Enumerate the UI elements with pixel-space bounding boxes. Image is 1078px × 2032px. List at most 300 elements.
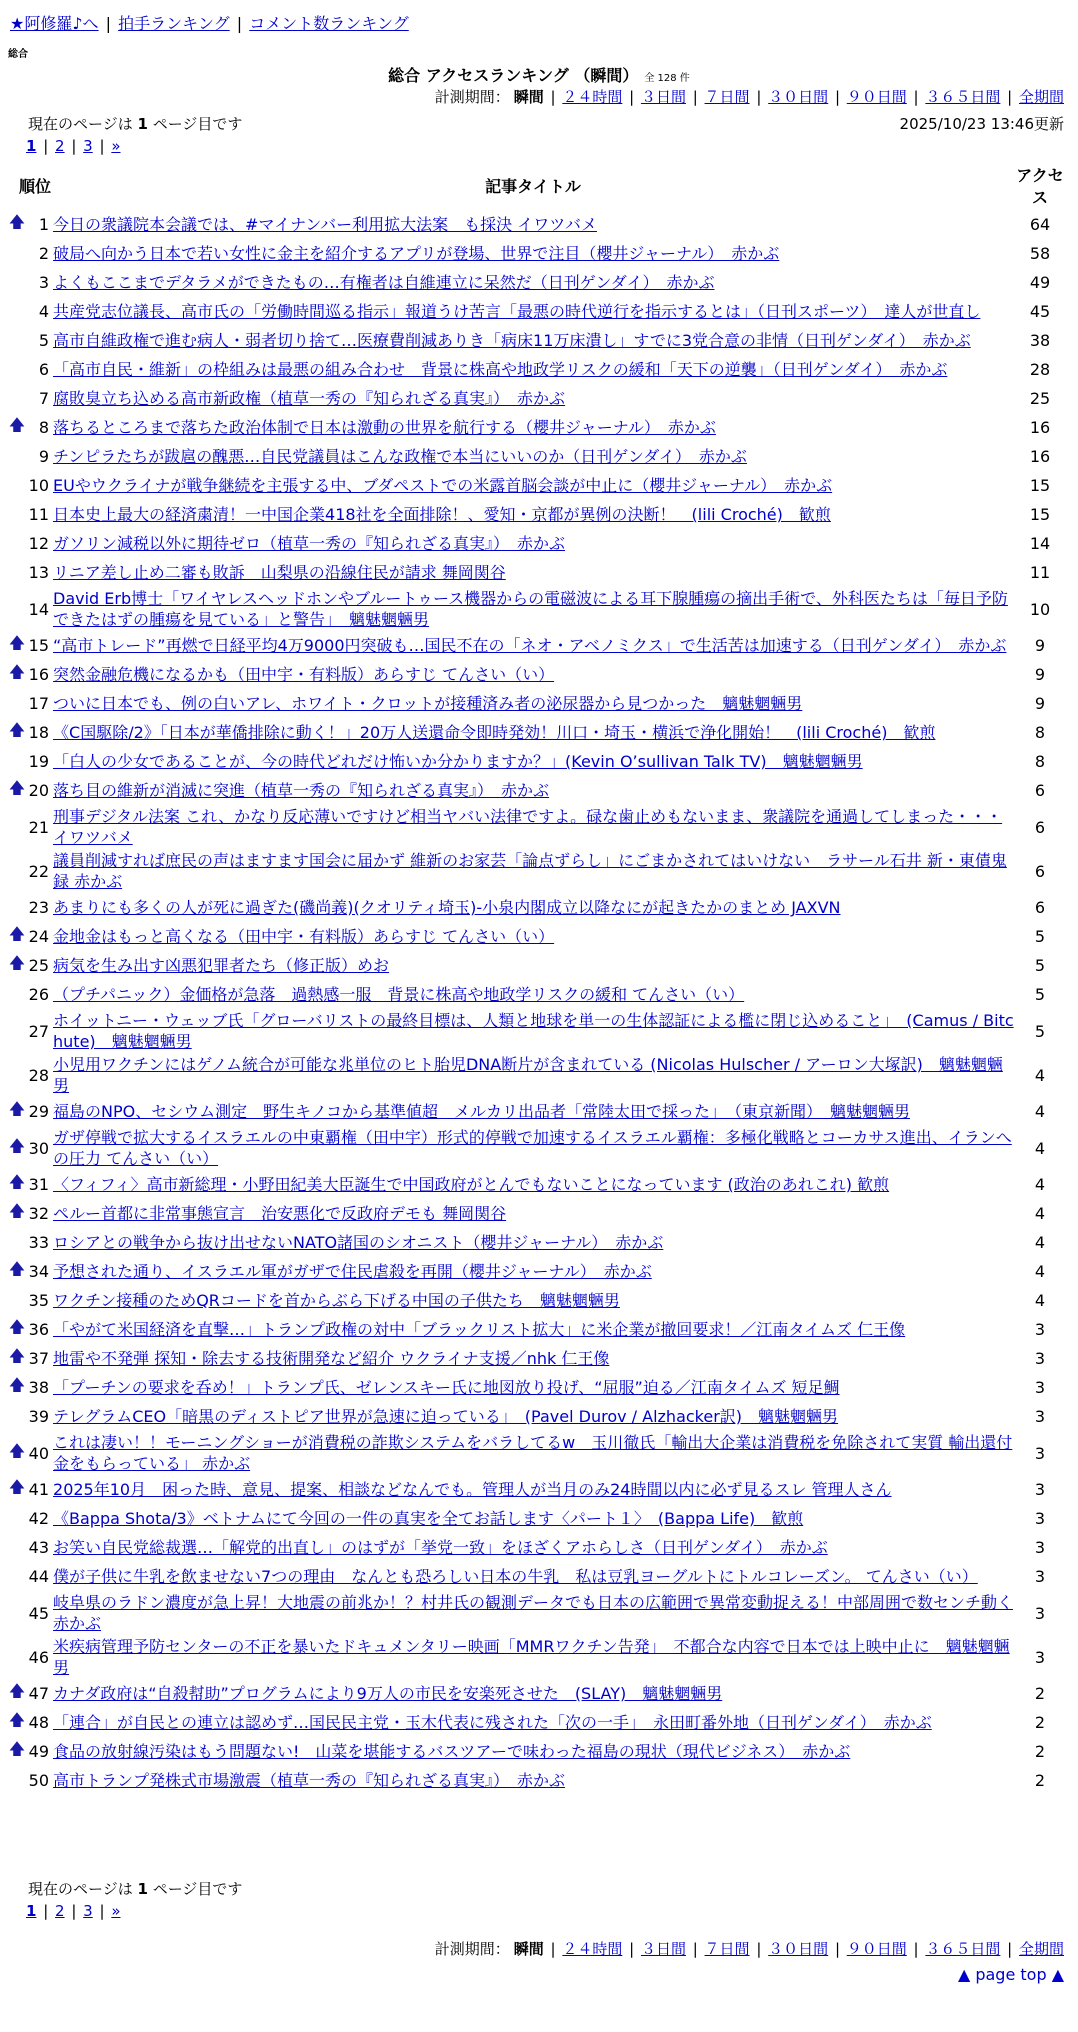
title-cell [52, 849, 1014, 893]
up-arrow-icon: 🡅 [8, 1710, 26, 1729]
access-count: 4 [1034, 1102, 1046, 1121]
access-count: 16 [1029, 447, 1051, 466]
trend-cell [8, 1504, 26, 1533]
table-row [8, 1708, 1066, 1737]
article-title-link[interactable]: 落ちるところまで落ちた政治体制で日本は激動の世界を航行する（櫻井ジャーナル） 赤かぶ [53, 418, 716, 437]
home-link[interactable]: ★阿修羅♪へ [10, 14, 99, 33]
article-title-link[interactable]: お笑い自民党総裁選…「解党的出直し」のはずが「挙党一致」をほざくアホらしさ（日刊ゲンダイ） 赤かぶ [53, 1538, 828, 1557]
title-cell [52, 558, 1014, 587]
table-row [8, 951, 1066, 980]
separator: | [751, 88, 767, 106]
table-row [8, 922, 1066, 951]
up-arrow-icon: 🡅 [8, 924, 26, 943]
up-arrow-icon: 🡅 [8, 662, 26, 681]
period-link[interactable]: ７日間 [704, 88, 750, 106]
rank-number: 44 [28, 1567, 50, 1586]
table-row [8, 1053, 1066, 1097]
article-title-link[interactable]: 「プーチンの要求を呑め！」トランプ氏、ゼレンスキー氏に地図放り投げ、“屈服”迫る／江南タイムズ 短足鯛 [53, 1378, 840, 1397]
trend-cell [8, 1737, 26, 1766]
trend-cell [8, 849, 26, 893]
title-cell [52, 1533, 1014, 1562]
rank-number: 41 [28, 1480, 50, 1499]
table-row [8, 587, 1066, 631]
title-cell [52, 1228, 1014, 1257]
rank-number: 25 [28, 956, 50, 975]
title-cell [52, 980, 1014, 1009]
period-link[interactable]: ３０日間 [768, 88, 829, 106]
rank-number: 40 [28, 1443, 50, 1463]
table-row [8, 1737, 1066, 1766]
article-title-link[interactable]: 予想された通り、イスラエル軍がガザで住民虐殺を再開（櫻井ジャーナル） 赤かぶ [53, 1262, 652, 1281]
pager-page-link[interactable]: 3 [83, 137, 93, 155]
trend-cell [8, 922, 26, 951]
table-row [8, 1679, 1066, 1708]
access-count: 14 [1029, 534, 1051, 553]
title-cell [52, 1737, 1014, 1766]
period-link[interactable]: ９０日間 [846, 88, 907, 106]
title-cell [52, 1344, 1014, 1373]
article-title-link[interactable]: 《C国駆除/2》「日本が華僑排除に動く！」20万人送還命令即時発効！川口・埼玉・横浜で浄化開始！ (lili Croché) 歓煎 [53, 723, 936, 742]
article-title-link[interactable]: テレグラムCEO「暗黒のディストピア世界が急速に迫っている」 (Pavel Durov / Alzhacker訳) 魑魅魍魎男 [53, 1407, 839, 1426]
title-cell [52, 776, 1014, 805]
table-row [8, 1591, 1066, 1635]
trend-cell [8, 1431, 26, 1475]
article-title-link[interactable]: 「連合」が自民との連立は認めず…国民民主党・玉木代表に残された「次の一手」 永田町番外地（日刊ゲンダイ） 赤かぶ [53, 1713, 932, 1732]
separator: | [830, 1940, 845, 1958]
trend-cell [8, 268, 26, 297]
trend-cell [8, 1126, 26, 1170]
rank-number: 1 [38, 215, 50, 234]
rank-number: 46 [28, 1647, 50, 1667]
article-title-link[interactable]: （プチパニック）金価格が急落 過熱感一服 背景に株高や地政学リスクの緩和 てんさい（い） [53, 985, 745, 1004]
period-link[interactable]: ２４時間 [562, 1940, 623, 1958]
access-count: 2 [1034, 1742, 1046, 1761]
rank-number: 10 [28, 476, 50, 495]
rank-number: 19 [28, 752, 50, 771]
title-cell [52, 1431, 1014, 1475]
pager-next-link[interactable]: » [111, 1902, 121, 1920]
access-count: 3 [1034, 1407, 1046, 1426]
pager-top [26, 137, 121, 155]
article-title-link[interactable]: 病気を生み出す凶悪犯罪者たち（修正版）めお [53, 956, 390, 975]
pager-page-link[interactable]: 2 [55, 1902, 65, 1920]
article-title-link[interactable]: 共産党志位議長、高市氏の「労働時間巡る指示」報道うけ苦言「最悪の時代逆行を指示するとは」（日刊スポーツ） 達人が世直し [53, 302, 981, 321]
access-count: 4 [1034, 1291, 1046, 1310]
total-count: 全 128 件 [644, 73, 690, 84]
title-cell [52, 1504, 1014, 1533]
title-cell [52, 1766, 1014, 1795]
title-cell [52, 951, 1014, 980]
access-count: 6 [1034, 781, 1046, 800]
access-count: 5 [1034, 985, 1046, 1004]
trend-cell [8, 1591, 26, 1635]
title-cell [52, 1679, 1014, 1708]
table-row [8, 1402, 1066, 1431]
up-arrow-icon: 🡅 [8, 1681, 26, 1700]
up-arrow-icon: 🡅 [8, 720, 26, 739]
access-count: 4 [1034, 1065, 1046, 1085]
period-link[interactable]: ３６５日間 [925, 88, 1001, 106]
period-link[interactable]: ９０日間 [846, 1940, 907, 1958]
title-cell [52, 529, 1014, 558]
article-title-link[interactable]: 「白人の少女であることが、今の時代どれだけ怖いか分かりますか？」(Kevin O’sullivan Talk TV) 魑魅魍魎男 [53, 752, 863, 771]
access-count: 3 [1034, 1567, 1046, 1586]
rank-number: 24 [28, 927, 50, 946]
table-row [8, 1126, 1066, 1170]
rank-number: 12 [28, 534, 50, 553]
access-count: 49 [1029, 273, 1051, 292]
trend-cell [8, 1344, 26, 1373]
access-count: 9 [1034, 694, 1046, 713]
access-count: 3 [1034, 1603, 1046, 1623]
trend-cell [8, 1475, 26, 1504]
article-title-link[interactable]: 僕が子供に牛乳を飲ませない7つの理由 なんとも恐ろしい日本の牛乳 私は豆乳ヨーグルトにトルコレーズン。 てんさい（い） [53, 1567, 978, 1586]
rank-number: 34 [28, 1262, 50, 1281]
rank-number: 28 [28, 1065, 50, 1085]
updated-timestamp: 2025/10/23 13:46更新 [899, 115, 1064, 133]
trend-cell [8, 210, 26, 239]
table-row [8, 384, 1066, 413]
page-info-number: 1 [137, 115, 148, 133]
trend-cell [8, 1562, 26, 1591]
up-arrow-icon: 🡅 [8, 1099, 26, 1118]
table-row [8, 1315, 1066, 1344]
article-title-link[interactable]: 「やがて米国経済を直撃…」トランプ政権の対中「ブラックリスト拡大」に米企業が撤回要求！／江南タイムズ 仁王像 [53, 1320, 906, 1339]
title-cell [52, 1009, 1014, 1053]
trend-cell [8, 1373, 26, 1402]
trend-cell [8, 1315, 26, 1344]
access-count: 4 [1034, 1175, 1046, 1194]
trend-cell [8, 239, 26, 268]
access-count: 4 [1034, 1233, 1046, 1252]
pager-page-link[interactable]: 2 [55, 137, 65, 155]
trend-cell [8, 1708, 26, 1737]
access-count: 5 [1034, 927, 1046, 946]
table-row [8, 471, 1066, 500]
title-cell [52, 718, 1014, 747]
access-count: 4 [1034, 1204, 1046, 1223]
pager-current-page[interactable]: 1 [26, 137, 37, 155]
article-title-link[interactable]: ガソリン減税以外に期待ゼロ（植草一秀の『知られざる真実』） 赤かぶ [53, 534, 566, 553]
separator: | [908, 1940, 924, 1958]
table-row [8, 1170, 1066, 1199]
article-title-link[interactable]: 米疾病管理予防センターの不正を暴いたドキュメンタリー映画「MMRワクチン告発」 不都合な内容で日本では上映中止に 魑魅魍魎男 [53, 1637, 1010, 1677]
title-cell [52, 471, 1014, 500]
page-info-top [28, 113, 242, 134]
table-row [8, 747, 1066, 776]
rank-number: 47 [28, 1684, 50, 1703]
separator: | [687, 88, 703, 106]
up-arrow-icon: 🡅 [8, 1317, 26, 1336]
trend-cell [8, 776, 26, 805]
trend-cell [8, 747, 26, 776]
rank-number: 6 [38, 360, 50, 379]
title-cell [52, 355, 1014, 384]
table-row [8, 689, 1066, 718]
table-row [8, 1533, 1066, 1562]
rank-number: 32 [28, 1204, 50, 1223]
article-title-link[interactable]: “高市トレード”再燃で日経平均4万9000円突破も…国民不在の「ネオ・アベノミクス」で生活苦は加速する（日刊ゲンダイ） 赤かぶ [53, 636, 1007, 655]
rank-number: 15 [28, 636, 50, 655]
table-row [8, 1009, 1066, 1053]
access-count: 8 [1034, 752, 1046, 771]
separator: | [38, 1902, 54, 1920]
trend-cell [8, 471, 26, 500]
table-row [8, 297, 1066, 326]
period-current: 瞬間 [513, 88, 544, 106]
access-count: 3 [1034, 1443, 1046, 1463]
rank-number: 48 [28, 1713, 50, 1732]
article-title-link[interactable]: 日本史上最大の経済粛清！一中国企業418社を全面排除！、愛知・京都が異例の決断！ (lili Croché) 歓煎 [53, 505, 831, 524]
period-link[interactable]: 全期間 [1018, 1940, 1064, 1958]
trend-cell [8, 1679, 26, 1708]
trend-cell [8, 951, 26, 980]
access-count: 15 [1029, 476, 1051, 495]
article-title-link[interactable]: 岐阜県のラドン濃度が急上昇！大地震の前兆か！？村井氏の観測データでも日本の広範囲で異常変動捉える！中部周囲で数センチ動く 赤かぶ [53, 1593, 1014, 1633]
table-row [8, 893, 1066, 922]
article-title-link[interactable]: EUやウクライナが戦争継続を主張する中、ブダペストでの米露首脳会談が中止に（櫻井ジャーナル） 赤かぶ [53, 476, 833, 495]
separator: | [545, 88, 561, 106]
up-arrow-icon: 🡅 [8, 1739, 26, 1758]
rank-number: 50 [28, 1771, 50, 1790]
article-title-link[interactable]: David Erb博士「ワイヤレスヘッドホンやブルートゥース機器からの電磁波による耳下腺腫瘍の摘出手術で、外科医たちは「毎日予防できたはずの腫瘍を見ている」と警告」 魑魅魍魎男 [53, 589, 1008, 629]
access-count: 2 [1034, 1684, 1046, 1703]
page-title [0, 63, 1078, 86]
access-count: 25 [1029, 389, 1051, 408]
title-cell [52, 442, 1014, 471]
article-title-link[interactable]: 小児用ワクチンにはゲノム統合が可能な兆単位のヒト胎児DNA断片が含まれている (Nicolas Hulscher / アーロン大塚訳) 魑魅魍魎男 [53, 1055, 1003, 1095]
title-cell [52, 210, 1014, 239]
period-selector-top [435, 86, 1064, 107]
page-info-bottom [28, 1878, 242, 1899]
article-title-link[interactable]: 《Bappa Shota/3》ベトナムにて今回の一件の真実を全てお話します〈パート１〉 (Bappa Life) 歓煎 [53, 1509, 804, 1528]
access-count: 3 [1034, 1647, 1046, 1667]
article-title-link[interactable]: ペルー首都に非常事態宣言 治安悪化で反政府デモも 舞岡関谷 [53, 1204, 507, 1223]
rank-number: 11 [28, 505, 50, 524]
separator: | [66, 1902, 82, 1920]
ranking-table [8, 164, 1066, 1795]
rank-number: 27 [28, 1021, 50, 1041]
access-header: アクセス [1016, 166, 1064, 207]
title-cell [52, 326, 1014, 355]
trend-cell [8, 384, 26, 413]
separator: | [38, 137, 54, 155]
rank-number: 45 [28, 1603, 50, 1623]
separator: | [94, 137, 110, 155]
title-cell [52, 413, 1014, 442]
article-title-link[interactable]: ホイットニー・ウェッブ氏「グローバリストの最終目標は、人類と地球を単一の生体認証による檻に閉じ込めること」 (Camus / Bitchute) 魑魅魍魎男 [53, 1011, 1014, 1051]
up-arrow-icon: 🡅 [8, 953, 26, 972]
title-cell [52, 297, 1014, 326]
rank-number: 2 [38, 244, 50, 263]
page-top-link[interactable]: ▲ page top ▲ [957, 1965, 1064, 1984]
rank-number: 23 [28, 898, 50, 917]
up-arrow-icon: 🡅 [8, 1135, 26, 1155]
article-title-link[interactable]: ガザ停戦で拡大するイスラエルの中東覇権（田中宇）形式的停戦で加速するイスラエル覇権：多極化戦略とコーカサス進出、イランへの圧力 てんさい（い） [53, 1128, 1012, 1168]
article-title-link[interactable]: 腐敗臭立ち込める高市新政権（植草一秀の『知られざる真実』） 赤かぶ [53, 389, 566, 408]
trend-cell [8, 442, 26, 471]
article-title-link[interactable]: 高市自維政権で進む病人・弱者切り捨て…医療費削減ありき「病床11万床潰し」すでに3党合意の非情（日刊ゲンダイ） 赤かぶ [53, 331, 971, 350]
rank-number: 39 [28, 1407, 50, 1426]
period-link[interactable]: ３日間 [640, 1940, 686, 1958]
article-title-link[interactable]: 刑事デジタル法案 これ、かなり反応薄いですけど相当ヤバい法律ですよ。碌な歯止めもないまま、衆議院を通過してしまった・・・ イワツバメ [53, 807, 1003, 847]
article-title-link[interactable]: 食品の放射線汚染はもう問題ない! 山菜を堪能するバスツアーで味わった福島の現状（現代ビジネス） 赤かぶ [53, 1742, 851, 1761]
access-count: 3 [1034, 1538, 1046, 1557]
trend-cell [8, 558, 26, 587]
access-count: 5 [1034, 956, 1046, 975]
table-row [8, 1504, 1066, 1533]
article-title-link[interactable]: カナダ政府は“自殺幇助”プログラムにより9万人の市民を安楽死させた (SLAY) 魑魅魍魎男 [53, 1684, 723, 1703]
article-title-link[interactable]: 2025年10月 困った時、意見、提案、相談などなんでも。管理人が当月のみ24時間以内に必ず見るスレ 管理人さん [53, 1480, 892, 1499]
access-count: 3 [1034, 1378, 1046, 1397]
article-title-link[interactable]: 金地金はもっと高くなる（田中宇・有料版）あらすじ てんさい（い） [53, 927, 555, 946]
trend-cell [8, 1286, 26, 1315]
trend-cell [8, 413, 26, 442]
period-link[interactable]: ３日間 [640, 88, 686, 106]
article-title-link[interactable]: ついに日本でも、例の白いアレ、ホワイト・クロットが接種済み者の泌尿器から見つかった 魑魅魍魎男 [53, 694, 803, 713]
rank-number: 14 [28, 599, 50, 619]
page-info-number: 1 [137, 1880, 148, 1898]
page-info-suffix: ページ目です [147, 115, 243, 133]
title-cell [52, 384, 1014, 413]
trend-cell [8, 1257, 26, 1286]
article-title-link[interactable]: 「高市自民・維新」の枠組みは最悪の組み合わせ 背景に株高や地政学リスクの緩和「天下の逆襲」（日刊ゲンダイ） 赤かぶ [53, 360, 948, 379]
period-selector-bottom [435, 1938, 1064, 1959]
article-title-link[interactable]: 今日の衆議院本会議では、#マイナンバー利用拡大法案 も採決 イワツバメ [53, 215, 597, 234]
page-info-suffix: ページ目です [147, 1880, 243, 1898]
article-title-link[interactable]: 高市トランプ発株式市場激震（植草一秀の『知られざる真実』） 赤かぶ [53, 1771, 566, 1790]
trend-cell [8, 689, 26, 718]
title-cell [52, 1475, 1014, 1504]
title-cell [52, 1708, 1014, 1737]
table-row [8, 980, 1066, 1009]
page-info-prefix: 現在のページは [28, 115, 138, 133]
article-title-link[interactable]: ワクチン接種のためQRコードを首からぶら下げる中国の子供たち 魑魅魍魎男 [53, 1291, 620, 1310]
title-cell [52, 1402, 1014, 1431]
rank-number: 35 [28, 1291, 50, 1310]
pager-next-link[interactable]: » [111, 137, 121, 155]
period-link[interactable]: ２４時間 [562, 88, 623, 106]
rank-header: 順位 [19, 177, 52, 196]
table-row [8, 849, 1066, 893]
period-link[interactable]: ３６５日間 [925, 1940, 1001, 1958]
period-link[interactable]: ７日間 [704, 1940, 750, 1958]
rank-number: 5 [38, 331, 50, 350]
separator: | [908, 88, 924, 106]
article-title-link[interactable]: あまりにも多くの人が死に過ぎた(磯尚義)(クオリティ埼玉)-小泉内閣成立以降なにが起きたかのまとめ JAXVN [53, 898, 841, 917]
access-count: 9 [1034, 636, 1046, 655]
applause-ranking-link[interactable]: 拍手ランキング [118, 14, 230, 33]
title-cell [52, 1053, 1014, 1097]
article-title-link[interactable]: 議員削減すれば庶民の声はますます国会に届かず 維新のお家芸「論点ずらし」にごまかされてはいけない ラサール石井 新・東債鬼録 赤かぶ [53, 851, 1007, 891]
table-row [8, 239, 1066, 268]
rank-number: 3 [38, 273, 50, 292]
access-count: 3 [1034, 1480, 1046, 1499]
up-arrow-icon: 🡅 [8, 1477, 26, 1496]
up-arrow-icon: 🡅 [8, 1346, 26, 1365]
up-arrow-icon: 🡅 [8, 212, 26, 231]
trend-cell [8, 1170, 26, 1199]
table-row [8, 529, 1066, 558]
title-cell [52, 1126, 1014, 1170]
rank-number: 33 [28, 1233, 50, 1252]
separator: | [751, 1940, 767, 1958]
article-title-link[interactable]: チンピラたちが跋扈の醜悪…自民党議員はこんな政権で本当にいいのか（日刊ゲンダイ） 赤かぶ [53, 447, 747, 466]
trend-cell [8, 297, 26, 326]
access-count: 38 [1029, 331, 1051, 350]
table-row [8, 326, 1066, 355]
table-row [8, 718, 1066, 747]
access-count: 4 [1034, 1138, 1046, 1158]
table-row [8, 1562, 1066, 1591]
table-row [8, 355, 1066, 384]
article-title-link[interactable]: ロシアとの戦争から抜け出せないNATO諸国のシオニスト（櫻井ジャーナル） 赤かぶ [53, 1233, 664, 1252]
table-row [8, 1766, 1066, 1795]
article-title-link[interactable]: 〈フィフィ〉高市新総理・小野田紀美大臣誕生で中国政府がとんでもないことになっています (政治のあれこれ) 歓煎 [53, 1175, 890, 1194]
top-navigation [10, 11, 409, 34]
separator: | [624, 1940, 639, 1958]
rank-number: 30 [28, 1138, 50, 1158]
rank-number: 13 [28, 563, 50, 582]
access-count: 45 [1029, 302, 1051, 321]
article-title-link[interactable]: 突然金融危機になるかも（田中宇・有料版）あらすじ てんさい（い） [53, 665, 555, 684]
article-title-link[interactable]: よくもここまでデタラメができたもの…有権者は自維連立に呆然だ（日刊ゲンダイ） 赤かぶ [53, 273, 715, 292]
access-count: 6 [1034, 817, 1046, 837]
article-title-link[interactable]: 落ち目の維新が消滅に突進（植草一秀の『知られざる真実』） 赤かぶ [53, 781, 550, 800]
period-link[interactable]: ３０日間 [768, 1940, 829, 1958]
article-title-link[interactable]: 破局へ向かう日本で若い女性に金主を紹介するアプリが登場、世界で注目（櫻井ジャーナル） 赤かぶ [53, 244, 780, 263]
rank-number: 18 [28, 723, 50, 742]
title-cell [52, 268, 1014, 297]
trend-cell [8, 1053, 26, 1097]
up-arrow-icon: 🡅 [8, 633, 26, 652]
pager-current-page[interactable]: 1 [26, 1902, 37, 1920]
article-title-link[interactable]: 福島のNPO、セシウム測定 野生キノコから基準値超 メルカリ出品者「常陸太田で採った」 （東京新聞） 魑魅魍魎男 [53, 1102, 910, 1121]
article-title-link[interactable]: これは凄い！！モーニングショーが消費税の詐欺システムをバラしてるw 玉川徹氏「輸出大企業は消費税を免除されて実質 輸出還付金をもらっている」 赤かぶ [53, 1433, 1013, 1473]
table-row [8, 1635, 1066, 1679]
rank-number: 8 [38, 418, 50, 437]
period-link[interactable]: 全期間 [1018, 88, 1064, 106]
period-label: 計測期間： [434, 1940, 510, 1958]
title-cell [52, 1257, 1014, 1286]
rank-number: 42 [28, 1509, 50, 1528]
separator: | [545, 1940, 561, 1958]
comment-ranking-link[interactable]: コメント数ランキング [249, 14, 409, 33]
table-row [8, 1475, 1066, 1504]
separator: | [624, 88, 639, 106]
title-cell [52, 1562, 1014, 1591]
pager-page-link[interactable]: 3 [83, 1902, 93, 1920]
page-info-prefix: 現在のページは [28, 1880, 138, 1898]
rank-number: 26 [28, 985, 50, 1004]
trend-cell [8, 980, 26, 1009]
rank-number: 16 [28, 665, 50, 684]
trend-cell [8, 326, 26, 355]
access-count: 9 [1034, 665, 1046, 684]
article-title-link[interactable]: 地雷や不発弾 探知・除去する技術開発など紹介 ウクライナ支援／nhk 仁王像 [53, 1349, 610, 1368]
up-arrow-icon: 🡅 [8, 415, 26, 434]
access-count: 6 [1034, 861, 1046, 881]
access-count: 6 [1034, 898, 1046, 917]
table-header-row [8, 164, 1066, 210]
table-row [8, 1431, 1066, 1475]
period-label: 計測期間： [434, 88, 510, 106]
rank-number: 29 [28, 1102, 50, 1121]
table-row [8, 631, 1066, 660]
article-title-link[interactable]: リニア差し止め二審も敗訴 山梨県の沿線住民が請求 舞岡関谷 [53, 563, 506, 582]
table-row [8, 442, 1066, 471]
title-cell [52, 1373, 1014, 1402]
